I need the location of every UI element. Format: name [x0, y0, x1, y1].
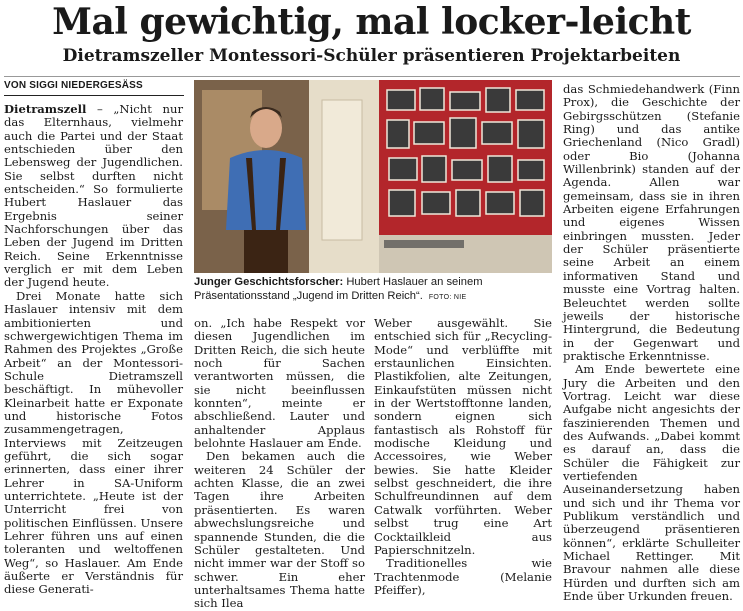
byline: VON SIGGI NIEDERGESÄSS: [4, 79, 184, 96]
paragraph: Weber ausgewählt. Sie entschied sich für „Recycling-Mode“ und verblüffte mit erstaunlichen Einsichten. Plastikfolien, alte Zeitungen, Einkaufstüten müssen nicht in der Wertstofftonne landen, sondern eignen sich fantastisch als Rohstoff für modische Kleidung und Accessoires, wie Weber bewies. Sie hatte Kleider selbst geschneidert, die ihre Schulfreundinnen auf dem Catwalk vorführten. Weber selbst trug eine Art Cocktailkleid aus Papierschnitzeln.: [374, 316, 552, 557]
article-column-1: [4, 102, 183, 597]
caption-text: Hubert Haslauer an seinem Präsentationsstand „Jugend im Dritten Reich“.: [194, 276, 483, 302]
paragraph: das Schmiedehandwerk (Finn Prox), die Geschichte der Gebirgsschützen (Stefanie Ring) und das antike Griechenland (Nico Gradl) oder Bio (Johanna Willenbrink) standen auf der Agenda. Allen war gemeinsam, dass sie in ihren Arbeiten eigene Erfahrungen und eigenes Wissen einbringen mussten. Jeder der Schüler präsentierte seine Arbeit an einem informativen Stand und musste eine Vortrag halten. Beleuchtet werden sollte jeweils der historische Hintergrund, die Bedeutung in der Gegenwart und praktische Erkenntnisse.: [563, 82, 740, 363]
caption-lead: Junger Geschichtsforscher:: [194, 276, 344, 288]
photo-caption: [194, 276, 552, 304]
dateline: Dietramszell: [4, 102, 87, 116]
paragraph: Drei Monate hatte sich Haslauer intensiv mit dem ambitionierten und schwergewichtigen Thema im Rahmen des Projektes „Große Arbeit“ an der Montessori-Schule Dietramszell beschäftigt. In mühevoller Kleinarbeit hatte er Exponate und historische Fotos zusammengetragen, Interviews mit Zeitzeugen geführt, die sich sogar erinnerten, dass einer ihrer Lehrer in SA-Uniform unterrichtete. „Heute ist der Unterricht frei von politischen Einflüssen. Unsere Lehrer führen uns auf einen toleranten und weltoffenen Weg“, so Haslauer. Am Ende äußerte er Verständnis für diese Generati-: [4, 288, 183, 597]
top-rule: [4, 76, 740, 77]
article-column-4: [563, 82, 740, 604]
article-column-2: [194, 316, 365, 611]
photo-illustration: [194, 80, 552, 273]
paragraph: Den bekamen auch die weiteren 24 Schüler der achten Klasse, die an zwei Tagen ihre Arbeiten präsentierten. Es waren abwechslungsreiche und spannende Stunden, die die Schüler gestalteten. Und nicht immer war der Stoff so schwer. Ein eher unterhaltsames Thema hatte sich Ilea: [194, 449, 365, 611]
paragraph: Traditionelles wie Trachtenmode (Melanie Pfeiffer),: [374, 556, 552, 597]
photo-credit: FOTO: NIE: [428, 293, 467, 301]
paragraph: on. „Ich habe Respekt vor diesen Jugendlichen im Dritten Reich, die sich heute noch für Sachen verantworten müssen, die sie nicht beeinflussen konnten“, meinte er abschließend. Lauter und anhaltender Applaus belohnte Haslauer am Ende.: [194, 316, 365, 451]
paragraph: – „Nicht nur das Elternhaus, vielmehr auch die Partei und der Staat entschieden über den Lebensweg der Jugendlichen. Sie selbst durften nicht entscheiden.“ So formulierte Hubert Haslauer das Ergebnis seiner Nachforschungen über das Leben der Jugend im Dritten Reich. Seine Erkenntnisse verglich er mit dem Leben der Jugend heute.: [4, 102, 183, 290]
paragraph: Am Ende bewertete eine Jury die Arbeiten und den Vortrag. Leicht war diese Aufgabe nicht angesichts der faszinierenden Themen und des Aufwands. „Dabei kommt es darauf an, dass die Schüler die Fähigkeit zur vertiefenden Auseinandersetzung haben und sich und ihr Thema vor Publikum verständlich und überzeugend präsentieren können“, erklärte Schulleiter Michael Rettinger. Mit Bravour nahmen alle diese Hürden und durften sich am Ende über Urkunden freuen.: [563, 362, 740, 604]
article-column-3: [374, 316, 552, 597]
article-photo: [194, 80, 552, 273]
subheadline: Dietramszeller Montessori-Schüler präsentieren Projektarbeiten: [62, 46, 681, 66]
headline: Mal gewichtig, mal locker-leicht: [52, 1, 691, 43]
